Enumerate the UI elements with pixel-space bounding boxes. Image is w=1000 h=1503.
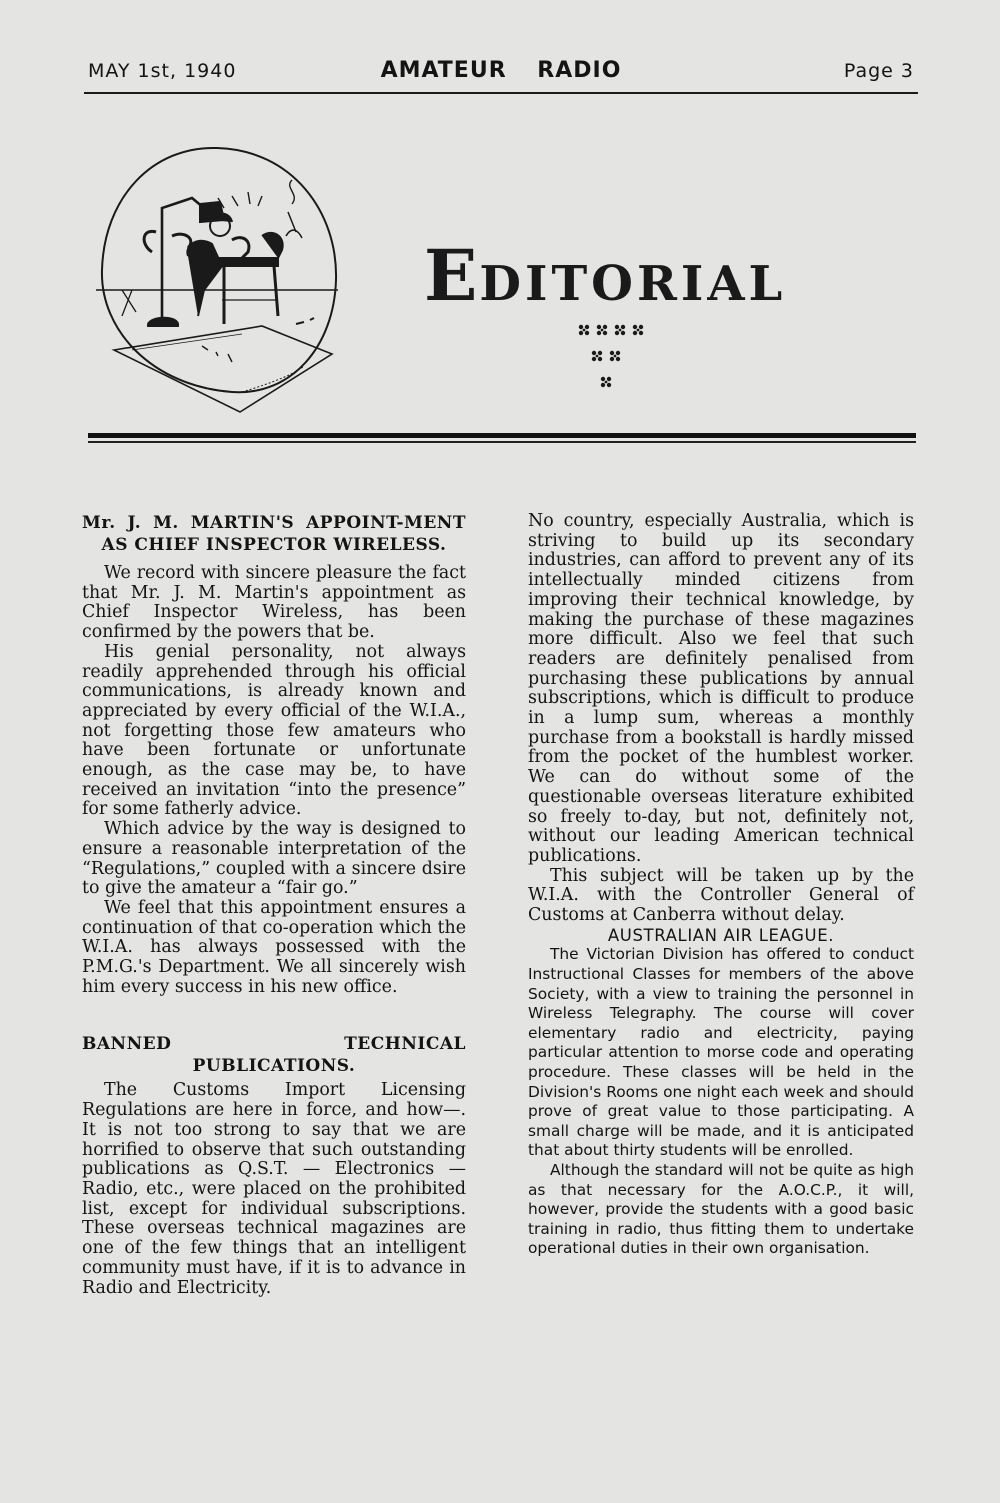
issue-date: MAY 1st, 1940 (88, 60, 237, 82)
editorial-initial: E (424, 234, 480, 317)
page-number: Page 3 (843, 60, 914, 82)
editorial-rest: DITORIAL (479, 256, 787, 312)
header-rule-thick (88, 433, 916, 438)
paragraph: The Customs Import Licensing Regulations are here in force, and how—. It is not too strong to say that we are horrified to observe that such outstanding publications as Q.S.T. — Electronics — Radio, etc., were placed on the prohibited list, except for individual subscriptions. These overseas technical magazines are one of the few things that an intelligent community must have, if it is to advance in Radio and Electricity. (82, 1080, 466, 1298)
radio-operator-illustration (92, 140, 342, 416)
paragraph: This subject will be taken up by the W.I.A. with the Controller General of Customs at Canberra without delay. (528, 865, 914, 926)
paragraph: His genial personality, not always readily apprehended through his official communications, is already known and appreciated by every official of the W.I.A., not forgetting those few amateurs who have been fortunate or unfortunate enough, as the case may be, to have received an invitation “into the presence” for some fatherly advice. (82, 641, 466, 820)
paragraph: The Victorian Division has offered to conduct Instructional Classes for members of the above Society, with a view to training the personnel in Wireless Telegraphy. The course will cover elementary radio and electricity, paying particular attention to morse code and operating procedure. These classes will be held in the Division's Rooms one night each week and should prove of great value to those participating. A small charge will be made, and it is anticipated that about thirty students will be enrolled. (528, 945, 914, 1160)
right-column (528, 512, 914, 1259)
editorial-title (424, 234, 787, 317)
magazine-title: AMATEUR RADIO (380, 58, 622, 83)
article-heading-air-league: AUSTRALIAN AIR LEAGUE. (607, 925, 835, 945)
ornament-triangle-icon (570, 318, 650, 398)
paragraph: Although the standard will not be quite as high as that necessary for the A.O.C.P., it will, however, provide the students with a good basic training in radio, thus fitting them to undertake operational duties in their own organisation. (528, 1161, 914, 1258)
left-column (82, 512, 466, 1298)
article-heading-martin: Mr. J. M. MARTIN'S APPOINT-MENT AS CHIEF INSPECTOR WIRELESS. (82, 513, 466, 555)
header-rule-thin (88, 441, 916, 443)
paragraph-continued: No country, especially Australia, which is striving to build up its secondary industries, can afford to prevent any of its intellectually minded citizens from improving their technical knowledge, by making the purchase of these magazines more difficult. Also we feel that such readers are definitely penalised from purchasing these publications by annual subscriptions, which is difficult to produce in a lump sum, whereas a monthly purchase from a bookstall is hardly missed from the pocket of the humblest worker. We can do without some of the questionable overseas literature exhibited so freely to-day, but not, definitely not, without our leading American technical publications. (528, 511, 914, 866)
article-heading-banned: BANNED TECHNICAL PUBLICATIONS. (82, 1034, 466, 1077)
paragraph: Which advice by the way is designed to ensure a reasonable interpretation of the “Regulations,” coupled with a sincere dsire to give the amateur a “fair go.” (82, 819, 466, 899)
paragraph: We feel that this appointment ensures a continuation of that co-operation which the W.I.A. has always possessed with the P.M.G.'s Department. We all sincerely wish him every success in his new office. (82, 897, 466, 997)
running-head (84, 56, 918, 94)
paragraph: We record with sincere pleasure the fact that Mr. J. M. Martin's appointment as Chief Inspector Wireless, has been confirmed by the powers that be. (82, 563, 466, 643)
